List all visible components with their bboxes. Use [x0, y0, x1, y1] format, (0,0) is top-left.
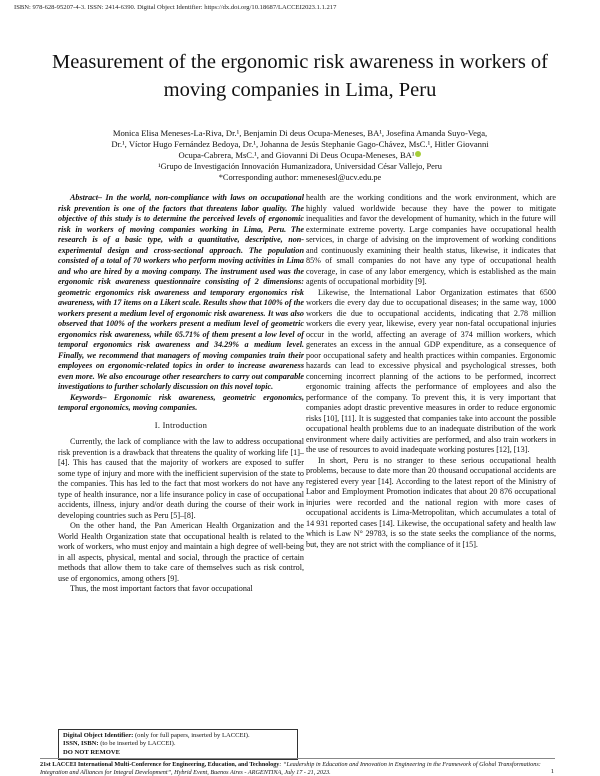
keywords: Keywords– Ergonomic risk awareness, geometric ergonomics, temporal ergonomics, moving companies. [58, 392, 304, 412]
section-heading-introduction: I. Introduction [154, 420, 208, 430]
affiliation: ¹Grupo de Investigación Innovación Humanizadora, Universidad César Vallejo, Peru [158, 162, 442, 171]
orcid-icon[interactable] [415, 151, 421, 157]
conference-name: 21st LACCEI International Multi-Conference for Engineering, Education, and Technology [40, 761, 280, 768]
conference-details: , Hybrid Event, Buenos Aires - ARGENTINA, July 17 - 21, 2023. [171, 768, 331, 776]
intro-paragraph-3: Thus, the most important factors that favor occupational [70, 584, 253, 593]
do-not-remove-text: DO NOT REMOVE [63, 748, 121, 756]
header-identifiers: ISBN: 978-628-95207-4-3. ISSN: 2414-6390. Digital Object Identifier: https://dx.doi.org/10.18687/LACCEI2023.1.1.217 [14, 4, 337, 11]
conference-theme: : “Leadership in Education and Innovation in Engineering in the Framework of Global Transformations: Integration and Alliances for Integral Development” [40, 761, 541, 776]
author-line-3 [62, 150, 538, 161]
intro-paragraph-1: Currently, the lack of compliance with the law to address occupational risk prevention is a drawback that threatens the quality of working life [1]–[4]. This has caused that the majority of workers are exposed to suffer some type of injury and more with the inefficient supervision of the state to the companies. This has led to the fact that most workers do not have any type of health insurance, nor a life insurance policy in case of occupational accidents, illness, injury and/or death during the course of their work in developing countries such as Peru [5]–[8]. [58, 437, 304, 520]
conference-footer [40, 758, 555, 776]
author-line-1-text: Monica Elisa Meneses-La-Riva, Dr.¹, Benjamin Di deus Ocupa-Meneses, BA¹, Josefina Amanda Suyo-Vega, [112, 128, 488, 138]
author-line-1 [62, 128, 538, 139]
issn-note-text: (to be inserted by LACCEI). [98, 740, 176, 748]
left-column [58, 193, 304, 595]
right-paragraph-1: health are the working conditions and the work environment, which are highly valued worldwide because they have the power to mitigate inequalities and favor the development of humanity, which in the future will exterminate extreme poverty. Large companies have occupational health services, in charge of advising on the improvement of working conditions and continuously examining their health status, likewise, it indicates that 85% of small companies do not have any type of occupational health coverage, in case of any labor emergency, which is established as the main agents of occupational morbidity [9]. [306, 193, 556, 286]
right-paragraph-2: Likewise, the International Labor Organization estimates that 6500 workers die every day due to occupational diseases; in the same way, 1000 workers die due to occupational accidents, indicating that 2.78 million workers die every year, likewise, every year non-fatal occupational injuries occur in the world, affecting an average of 374 million workers, which generates an excess in the annual GDP expenditure, as a consequence of poor occupational safety and health practices within companies. Ergonomic hazards can lead to excessive physical and psychological stresses, both concerning incorrect planning of the actions to be performed, incorrect ergonomic training affects the performance of employees and also the performance of the company. To prevent this, it is very important that companies adopt drastic preventive measures in order to reduce ergonomic risks [10], [11]. It is suggested that companies take into account the possible occupational health problems due to an inadequate distribution of the work environment where daily activities are performed, and also train workers in the use of resources to avoid inadequate working postures [12], [13]. [306, 287, 556, 454]
right-column [306, 193, 556, 550]
do-not-remove [63, 749, 293, 757]
doi-label: Digital Object Identifier: [63, 732, 134, 739]
publication-note-box [58, 729, 298, 760]
author-line-2-text: Dr.¹, Víctor Hugo Fernández Bedoya, Dr.¹, Johanna de Jesús Stephanie Gago-Chávez, MsC.¹, Hitler Giovanni [111, 139, 489, 150]
intro-paragraph-2: On the other hand, the Pan American Health Organization and the World Health Organization state that occupational health is related to the work of workers, who must enjoy and maintain a high degree of well-being in all aspects, physical, mental and social, through the practice of certain methods that allow them to take care of themselves such as risk control, use of ergonomics, among others [9]. [58, 521, 304, 583]
abstract: Abstract– In the world, non-compliance with laws on occupational risk prevention is one of the factors that threatens labor quality. The objective of this study is to determine the perceived levels of ergonomic risk in workers of moving companies working in Lima, Peru. The research is of a basic type, with a quantitative, descriptive, non-experimental design and cross-sectional approach. The population consisted of a total of 70 workers who perform moving activities in Lima and who are hired by a moving company. The instrument used was the ergonomic risk awareness questionnaire consisting of 2 dimensions: geometric ergonomics risk awareness and temporary ergonomics risk awareness, with 17 items on a Likert scale. Results show that 100% of the workers present a medium level of ergonomic risk awareness. It was also observed that 100% of the workers present a medium level of geometric ergonomics risk awareness, while 65.71% of them present a low level of temporal ergonomics risk awareness and 34.29% a medium level. Finally, we recommend that managers of moving companies train their employees on ergonomic-related topics in order to increase awareness even more. We also encourage other researchers to carry out comparable investigations to further scholarly discussion on this novel topic. [58, 193, 304, 391]
author-line-3-text: Ocupa-Cabrera, MsC.¹, and Giovanni Di Deus Ocupa-Meneses, BA¹ [178, 150, 415, 161]
doi-note-text: (only for full papers, inserted by LACCEI). [133, 732, 250, 739]
right-paragraph-3: In short, Peru is no stranger to these serious occupational health problems, because to date more than 20 thousand occupational accidents are registered every year [14]. According to the latest report of the Ministry of Labor and Employment Promotion indicates that about 20 876 occupational injuries were recorded and the national region with more cases of occupational accidents is Lima-Metropolitan, which accumulates a total of 14 931 reported cases [14]. Likewise, the occupational safety and health law which is Law N° 29783, is so the state seeks the compliance of the norms, but, they are not strict with the compliance of it [15]. [306, 455, 556, 549]
page-number: 1 [550, 768, 554, 775]
corresponding-author: *Corresponding author: mmenesesl@ucv.edu.pe [218, 173, 382, 182]
issn-label: ISSN, ISBN: [63, 740, 99, 748]
author-line-2 [62, 139, 538, 150]
issn-note [63, 740, 293, 748]
doi-note [63, 732, 293, 740]
paper-title: Measurement of the ergonomic risk awareness in workers of moving companies in Lima, Peru [51, 51, 549, 101]
author-list [62, 128, 538, 162]
